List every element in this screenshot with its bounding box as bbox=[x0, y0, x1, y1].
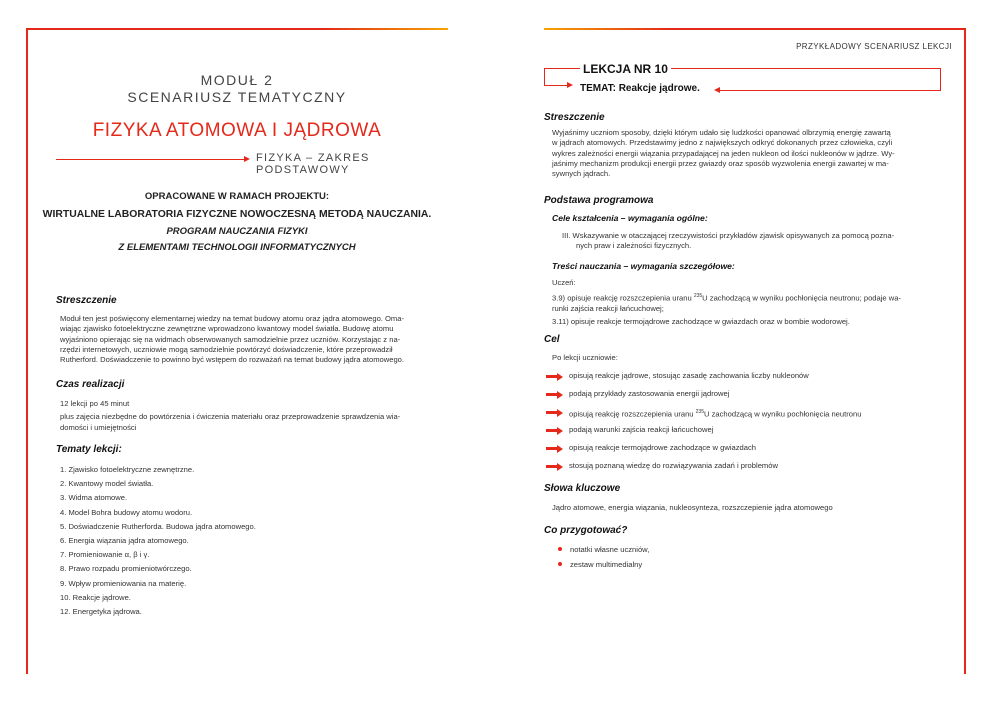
lesson-number: LEKCJA NR 10 bbox=[580, 62, 671, 76]
goal-heading: Cel bbox=[544, 334, 560, 345]
keywords-heading: Słowa kluczowe bbox=[544, 483, 621, 494]
list-item: 1. Zjawisko fotoelektryczne zewnętrzne. bbox=[60, 465, 195, 474]
goal-list bbox=[544, 367, 861, 475]
program-subtitle: Z ELEMENTAMI TECHNOLOGII INFORMATYCZNYCH bbox=[118, 242, 356, 253]
arrow-bullet-icon bbox=[546, 429, 559, 432]
bullet-icon bbox=[558, 562, 562, 566]
curriculum-heading: Podstawa programowa bbox=[544, 195, 654, 206]
duration-text: 12 lekcji po 45 minut plus zajęcia niezbędne do powtórzenia i ćwiczenia materiału oraz przeprowadzenie sprawdzenia wia- domości i umiejętności bbox=[60, 399, 401, 432]
general-goals-text: III. Wskazywanie w otaczającej rzeczywistości przykładów zjawisk opisywanych za pomocą pozna- nych praw i zależności fizycznych. bbox=[562, 231, 895, 251]
list-item: opisują reakcję rozszczepienia uranu $^{235}$U zachodzącą w wyniku pochłonięcia neutronu bbox=[544, 403, 861, 421]
scenario-type: SCENARIUSZ TEMATYCZNY bbox=[127, 89, 347, 105]
bullet-icon bbox=[558, 547, 562, 551]
list-item: podają warunki zajścia reakcji łańcuchowej bbox=[544, 421, 861, 439]
arrow-bullet-icon bbox=[546, 411, 559, 414]
list-item: opisują reakcje jądrowe, stosując zasadę zachowania liczby nukleonów bbox=[544, 367, 861, 385]
list-item: notatki własne uczniów, bbox=[552, 542, 649, 557]
general-goals-heading: Cele kształcenia – wymagania ogólne: bbox=[552, 213, 708, 223]
prepare-heading: Co przygotować? bbox=[544, 525, 628, 536]
list-item: 9. Wpływ promieniowania na materię. bbox=[60, 578, 187, 588]
top-rule bbox=[28, 28, 448, 30]
goal-intro: Po lekcji uczniowie: bbox=[552, 353, 618, 362]
module-number: MODUŁ 2 bbox=[200, 72, 274, 88]
list-item: opisują reakcje termojądrowe zachodzące w gwiazdach bbox=[544, 439, 861, 457]
list-item: podają przykłady zastosowania energii jądrowej bbox=[544, 385, 861, 403]
scope-label: FIZYKA – ZAKRES PODSTAWOWY bbox=[256, 152, 370, 176]
arrow-bullet-icon bbox=[546, 393, 559, 396]
list-item: 6. Energia wiązania jądra atomowego. bbox=[60, 535, 189, 545]
list-item: 2. Kwantowy model światła. bbox=[60, 479, 154, 489]
list-item: 8. Prawo rozpadu promieniotwórczego. bbox=[60, 564, 192, 574]
topics-list bbox=[60, 463, 256, 619]
arrow-bullet-icon bbox=[546, 465, 559, 468]
right-page bbox=[544, 28, 966, 674]
frame-line bbox=[544, 68, 545, 86]
summary-text: Moduł ten jest poświęcony elementarnej wiedzy na temat budowy atomu oraz jądra atomowego. Oma- wiając zjawisko fotoelektryczne zewnętrzne wprowadzono kwantowy model światła. Budowę atomu wyjaśniono opierając się na widmach obserwowanych samodzielnie przez uczniów. Korzystając z na- rzędzi internetowych, uczniowie mogą samodzielnie powtórzyć doświadczenie, które przeprowadził Rutherford. Doświadczenie to powinno być wstępem do rozważań na temat budowy jądra atomowego. bbox=[60, 314, 405, 365]
prepare-list bbox=[552, 542, 649, 572]
topics-heading: Tematy lekcji: bbox=[56, 444, 122, 455]
page-title: FIZYKA ATOMOWA I JĄDROWA bbox=[92, 120, 382, 141]
left-page bbox=[26, 28, 448, 674]
summary-text: Wyjaśnimy uczniom sposoby, dzięki którym udało się ludzkości opanować olbrzymią energię zawartą w jądrach atomowych. Przedstawimy jedno z największych odkryć dokonanych przez człowieka, czyli wykres zależności energii wiązania przypadającej na jeden nukleon od ilości nukleonów w jądrze. Wy- jaśnimy mechanizm produkcji energii przez gwiazdy oraz sposób wyzwolenia energii zawartej w ma- sywnych jądrach. bbox=[552, 128, 895, 179]
project-intro: OPRACOWANE W RAMACH PROJEKTU: bbox=[144, 191, 330, 202]
keywords-text: Jądro atomowe, energia wiązania, nukleosynteza, rozszczepienie jądra atomowego bbox=[552, 503, 833, 512]
list-item: 7. Promieniowanie α, β i γ. bbox=[60, 550, 150, 560]
top-rule bbox=[544, 28, 964, 30]
list-item: 3. Widma atomowe. bbox=[60, 493, 128, 503]
arrow-bullet-icon bbox=[546, 447, 559, 450]
list-item: 12. Energetyka jądrowa. bbox=[60, 606, 142, 616]
list-item: 10. Reakcje jądrowe. bbox=[60, 592, 131, 602]
arrow-bullet-icon bbox=[546, 375, 559, 378]
list-item: stosują poznaną wiedzę do rozwiązywania zadań i problemów bbox=[544, 457, 861, 475]
frame-line bbox=[940, 68, 941, 90]
detailed-goals-heading: Treści nauczania – wymagania szczegółowe: bbox=[552, 261, 735, 271]
summary-heading: Streszczenie bbox=[544, 112, 605, 123]
arrow-left-icon bbox=[716, 90, 941, 91]
list-item: 5. Doświadczenie Rutherforda. Budowa jądra atomowego. bbox=[60, 521, 256, 531]
summary-heading: Streszczenie bbox=[56, 295, 117, 306]
project-name: WIRTUALNE LABORATORIA FIZYCZNE NOWOCZESNĄ METODĄ NAUCZANIA. bbox=[42, 209, 432, 220]
list-item: zestaw multimedialny bbox=[552, 557, 649, 572]
arrow-right-icon bbox=[56, 159, 248, 160]
program-name: PROGRAM NAUCZANIA FIZYKI bbox=[166, 226, 308, 237]
lesson-topic: TEMAT: Reakcje jądrowe. bbox=[580, 83, 700, 94]
detailed-goals-text: Uczeń: 3.9) opisuje reakcję rozszczepienia uranu $^{235}$U zachodzącą w wyniku pochłonięcia neutronu; podaje wa- runki zajścia reakcji łańcuchowej; 3.11) opisuje reakcje termojądrowe zachodzące w gwiazdach oraz w bombie wodorowej. bbox=[552, 278, 901, 327]
arrow-right-icon bbox=[544, 85, 571, 86]
list-item: 4. Model Bohra budowy atomu wodoru. bbox=[60, 507, 193, 517]
running-header: PRZYKŁADOWY SCENARIUSZ LEKCJI bbox=[796, 42, 952, 51]
duration-heading: Czas realizacji bbox=[56, 379, 125, 390]
